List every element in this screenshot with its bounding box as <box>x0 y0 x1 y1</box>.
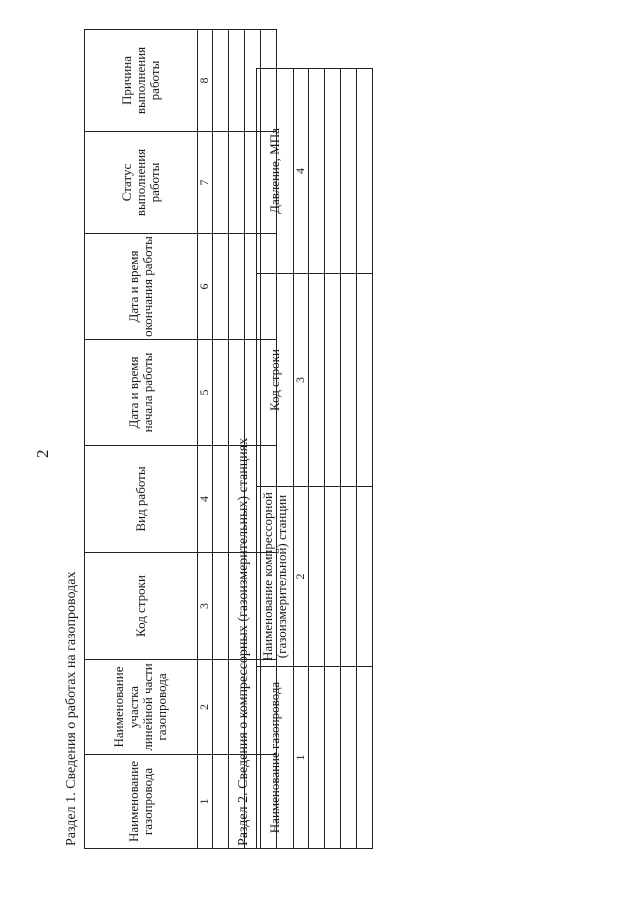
table2-column-number-row <box>294 69 309 849</box>
blank-cell <box>325 487 341 667</box>
blank-cell <box>325 69 341 274</box>
table2-header-cell: Наименование газопровода <box>257 667 294 849</box>
table2-blank-row <box>341 69 357 849</box>
table2-header-cell: Наименование компрессорной (газоизмерительной) станции <box>257 487 294 667</box>
blank-cell <box>357 487 373 667</box>
table2-header-row <box>257 69 294 849</box>
column-number-cell: 5 <box>198 340 213 446</box>
column-number-cell: 2 <box>294 487 309 667</box>
blank-cell <box>213 553 229 660</box>
blank-cell <box>213 660 229 755</box>
column-number-cell: 7 <box>198 132 213 234</box>
blank-cell <box>357 69 373 274</box>
blank-cell <box>357 274 373 487</box>
blank-cell <box>341 487 357 667</box>
table1-header-cell: Вид работы <box>85 446 198 553</box>
blank-cell <box>213 755 229 849</box>
table1-blank-row <box>213 30 229 849</box>
column-number-cell: 8 <box>198 30 213 132</box>
blank-cell <box>213 132 229 234</box>
blank-cell <box>309 69 325 274</box>
blank-cell <box>357 667 373 849</box>
column-number-cell: 3 <box>294 274 309 487</box>
blank-cell <box>309 274 325 487</box>
blank-cell <box>213 234 229 340</box>
blank-cell <box>229 132 245 234</box>
blank-cell <box>325 274 341 487</box>
table1-header-cell: Код строки <box>85 553 198 660</box>
table1-header-cell: Дата и время окончания работы <box>85 234 198 340</box>
column-number-cell: 4 <box>294 69 309 274</box>
table1-header-cell: Наименование газопровода <box>85 755 198 849</box>
blank-cell <box>213 446 229 553</box>
blank-cell <box>213 340 229 446</box>
table1-header-cell: Дата и время начала работы <box>85 340 198 446</box>
blank-cell <box>341 274 357 487</box>
table2-blank-row <box>325 69 341 849</box>
section1-title: Раздел 1. Сведения о работах на газопроводах <box>64 571 79 846</box>
blank-cell <box>213 30 229 132</box>
table1-header-cell: Статус выполнения работы <box>85 132 198 234</box>
table2-header-cell: Давление, МПа <box>257 69 294 274</box>
table2-blank-row <box>357 69 373 849</box>
blank-cell <box>341 69 357 274</box>
compressor-stations-table <box>256 68 373 849</box>
column-number-cell: 3 <box>198 553 213 660</box>
blank-cell <box>309 487 325 667</box>
blank-cell <box>325 667 341 849</box>
table1-column-number-row <box>198 30 213 849</box>
blank-cell <box>309 667 325 849</box>
column-number-cell: 4 <box>198 446 213 553</box>
column-number-cell: 1 <box>198 755 213 849</box>
section2-title: Раздел 2. Сведения о компрессорных (газоизмерительных) станциях <box>236 437 251 846</box>
table1-header-cell: Наименование участка линейной части газопровода <box>85 660 198 755</box>
table2-header-cell: Код строки <box>257 274 294 487</box>
table2-blank-row <box>309 69 325 849</box>
column-number-cell: 1 <box>294 667 309 849</box>
page-number: 2 <box>33 449 52 458</box>
blank-cell <box>229 340 245 446</box>
blank-cell <box>341 667 357 849</box>
table1-header-row <box>85 30 198 849</box>
blank-cell <box>229 234 245 340</box>
table1-header-cell: Причина выполнения работы <box>85 30 198 132</box>
column-number-cell: 2 <box>198 660 213 755</box>
column-number-cell: 6 <box>198 234 213 340</box>
blank-cell <box>229 30 245 132</box>
